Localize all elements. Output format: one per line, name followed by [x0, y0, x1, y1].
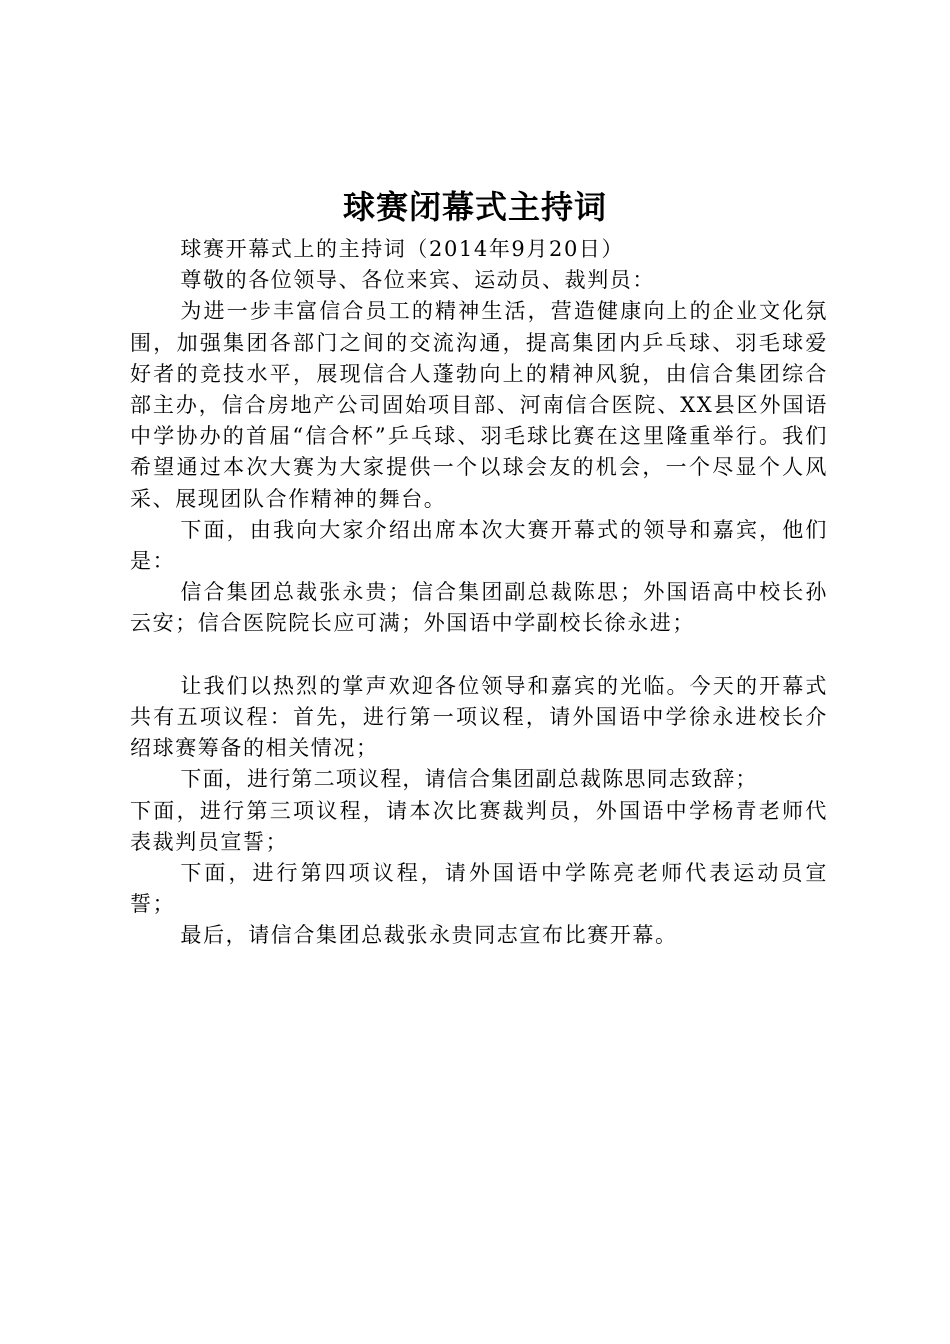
paragraph-introduction: 为进一步丰富信合员工的精神生活，营造健康向上的企业文化氛围，加强集团各部门之间的交流沟通，提高集团内乒乓球、羽毛球爱好者的竞技水平，展现信合人蓬勃向上的精神风貌，由信合集团综合部主办，信合房地产公司固始项目部、河南信合医院、XX县区外国语中学协办的首届“信合杯”乒乓球、羽毛球比赛在这里隆重举行。我们希望通过本次大赛为大家提供一个以球会友的机会，一个尽显个人风采、展现团队合作精神的舞台。 — [130, 299, 828, 511]
paragraph-agenda-first: 让我们以热烈的掌声欢迎各位领导和嘉宾的光临。今天的开幕式共有五项议程：首先，进行第一项议程，请外国语中学徐永进校长介绍球赛筹备的相关情况； — [130, 673, 828, 761]
paragraph-salutation: 尊敬的各位领导、各位来宾、运动员、裁判员： — [180, 268, 655, 293]
document-title: 球赛闭幕式主持词 — [342, 188, 607, 226]
paragraph-agenda-third: 下面，进行第三项议程，请本次比赛裁判员，外国语中学杨青老师代表裁判员宣誓； — [130, 798, 828, 854]
paragraph-agenda-fifth: 最后，请信合集团总裁张永贵同志宣布比赛开幕。 — [180, 923, 678, 948]
document-body — [130, 234, 828, 952]
paragraph-guests-intro: 下面，由我向大家介绍出席本次大赛开幕式的领导和嘉宾，他们是： — [130, 517, 828, 574]
paragraph-agenda-second: 下面，进行第二项议程，请信合集团副总裁陈思同志致辞； — [180, 767, 758, 792]
paragraph-spacer — [130, 640, 828, 671]
paragraph-guests-list: 信合集团总裁张永贵；信合集团副总裁陈思；外国语高中校长孙云安；信合医院院长应可满；外国语中学副校长徐永进； — [130, 580, 828, 636]
paragraph-subtitle: 球赛开幕式上的主持词（2014年9月20日） — [180, 237, 625, 261]
paragraph-agenda-fourth: 下面，进行第四项议程，请外国语中学陈亮老师代表运动员宣誓； — [130, 861, 828, 917]
